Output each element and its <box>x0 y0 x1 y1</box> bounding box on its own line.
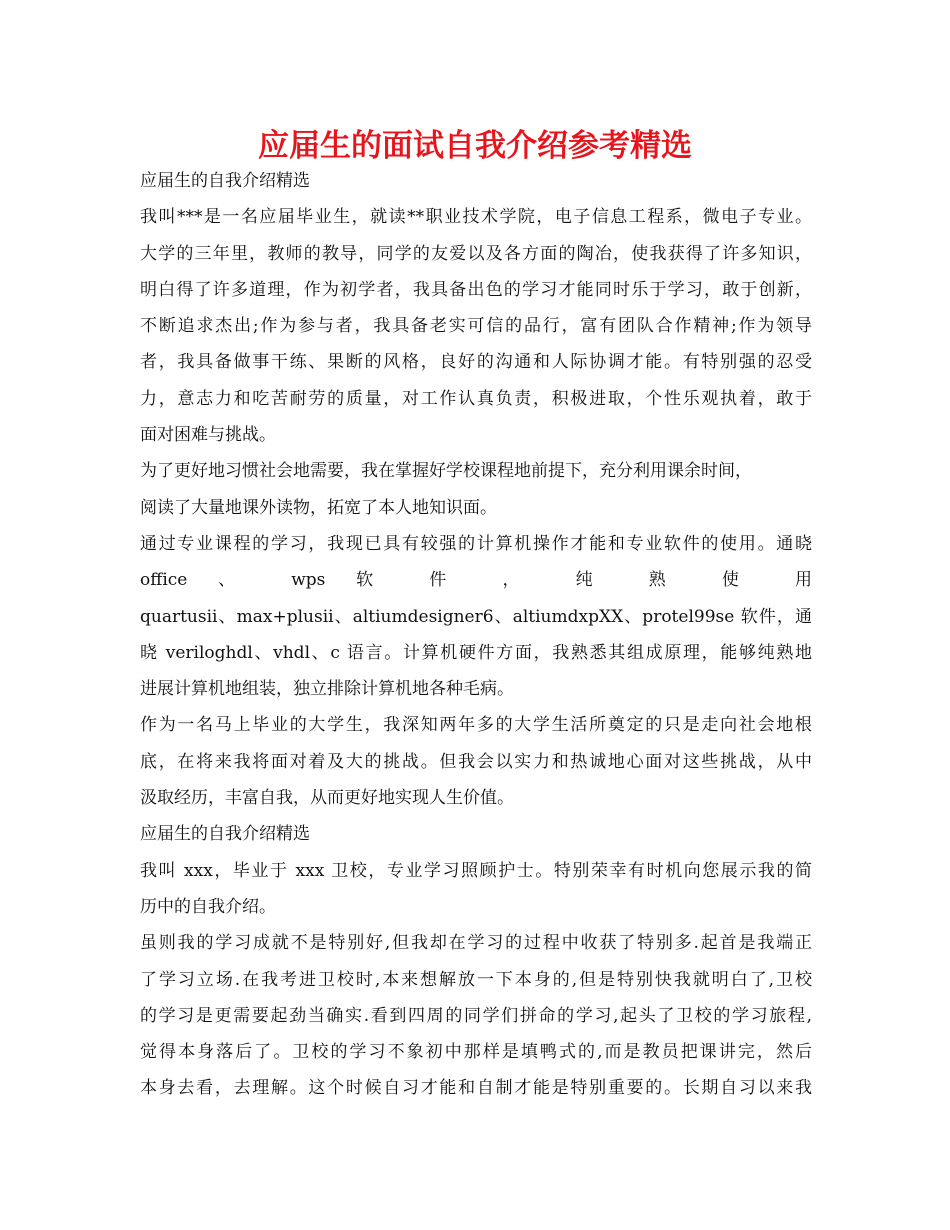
text-line: 者，我具备做事干练、果断的风格，良好的沟通和人际协调才能。有特别强的忍受 <box>140 352 812 373</box>
text-line: office 、 wps 软 件 ， 纯 熟 使 用 <box>140 570 812 591</box>
text-line: 我叫 xxx，毕业于 xxx 卫校，专业学习照顾护士。特别荣幸有时机向您展示我的简 <box>140 860 812 881</box>
text-line: 应届生的自我介绍精选 <box>140 824 310 845</box>
text-line: 明白得了许多道理，作为初学者，我具备出色的学习才能同时乐于学习，敢于创新， <box>140 279 812 300</box>
text-line: 了学习立场.在我考进卫校时,本来想解放一下本身的,但是特别快我就明白了,卫校 <box>140 969 812 990</box>
text-line: 应届生的自我介绍精选 <box>140 171 310 191</box>
text-line: 历中的自我介绍。 <box>140 896 276 917</box>
document-title: 应届生的面试自我介绍参考精选 <box>258 128 692 164</box>
text-line: 觉得本身落后了。卫校的学习不象初中那样是填鸭式的,而是教员把课讲完，然后 <box>140 1042 812 1063</box>
text-line: 底，在将来我将面对着及大的挑战。但我会以实力和热诚地心面对这些挑战，从中 <box>140 751 812 772</box>
text-line: 大学的三年里，教师的教导，同学的友爱以及各方面的陶冶，使我获得了许多知识， <box>140 243 812 264</box>
text-line: 不断追求杰出;作为参与者，我具备老实可信的品行，富有团队合作精神;作为领导 <box>140 316 812 337</box>
text-line: 面对困难与挑战。 <box>140 425 276 446</box>
text-line: 阅读了大量地课外读物，拓宽了本人地知识面。 <box>140 497 497 518</box>
text-line: 为了更好地习惯社会地需要，我在掌握好学校课程地前提下，充分利用课余时间， <box>140 461 752 482</box>
text-line: 的学习是更需要起劲当确实.看到四周的同学们拼命的学习,起头了卫校的学习旅程, <box>140 1005 812 1026</box>
text-line: quartusii、max+plusii、altiumdesigner6、altiumdxpXX、protel99se 软件，通 <box>140 606 812 627</box>
document-body <box>140 163 812 1107</box>
text-line: 通过专业课程的学习，我现已具有较强的计算机操作才能和专业软件的使用。通晓 <box>140 533 812 554</box>
text-line: 我叫***是一名应届毕业生，就读**职业技术学院，电子信息工程系，微电子专业。 <box>140 207 812 228</box>
text-line: 虽则我的学习成就不是特别好,但我却在学习的过程中收获了特别多.起首是我端正 <box>140 933 812 954</box>
text-line: 本身去看，去理解。这个时候自习才能和自制才能是特别重要的。长期自习以来我 <box>140 1078 812 1099</box>
text-line: 作为一名马上毕业的大学生，我深知两年多的大学生活所奠定的只是走向社会地根 <box>140 715 812 736</box>
text-line: 力，意志力和吃苦耐劳的质量，对工作认真负责，积极进取，个性乐观执着，敢于 <box>140 388 812 409</box>
text-line: 晓 veriloghdl、vhdl、c 语言。计算机硬件方面，我熟悉其组成原理，能够纯熟地 <box>140 642 812 663</box>
text-line: 汲取经历，丰富自我，从而更好地实现人生价值。 <box>140 788 514 809</box>
text-line: 进展计算机地组装，独立排除计算机地各种毛病。 <box>140 679 514 700</box>
